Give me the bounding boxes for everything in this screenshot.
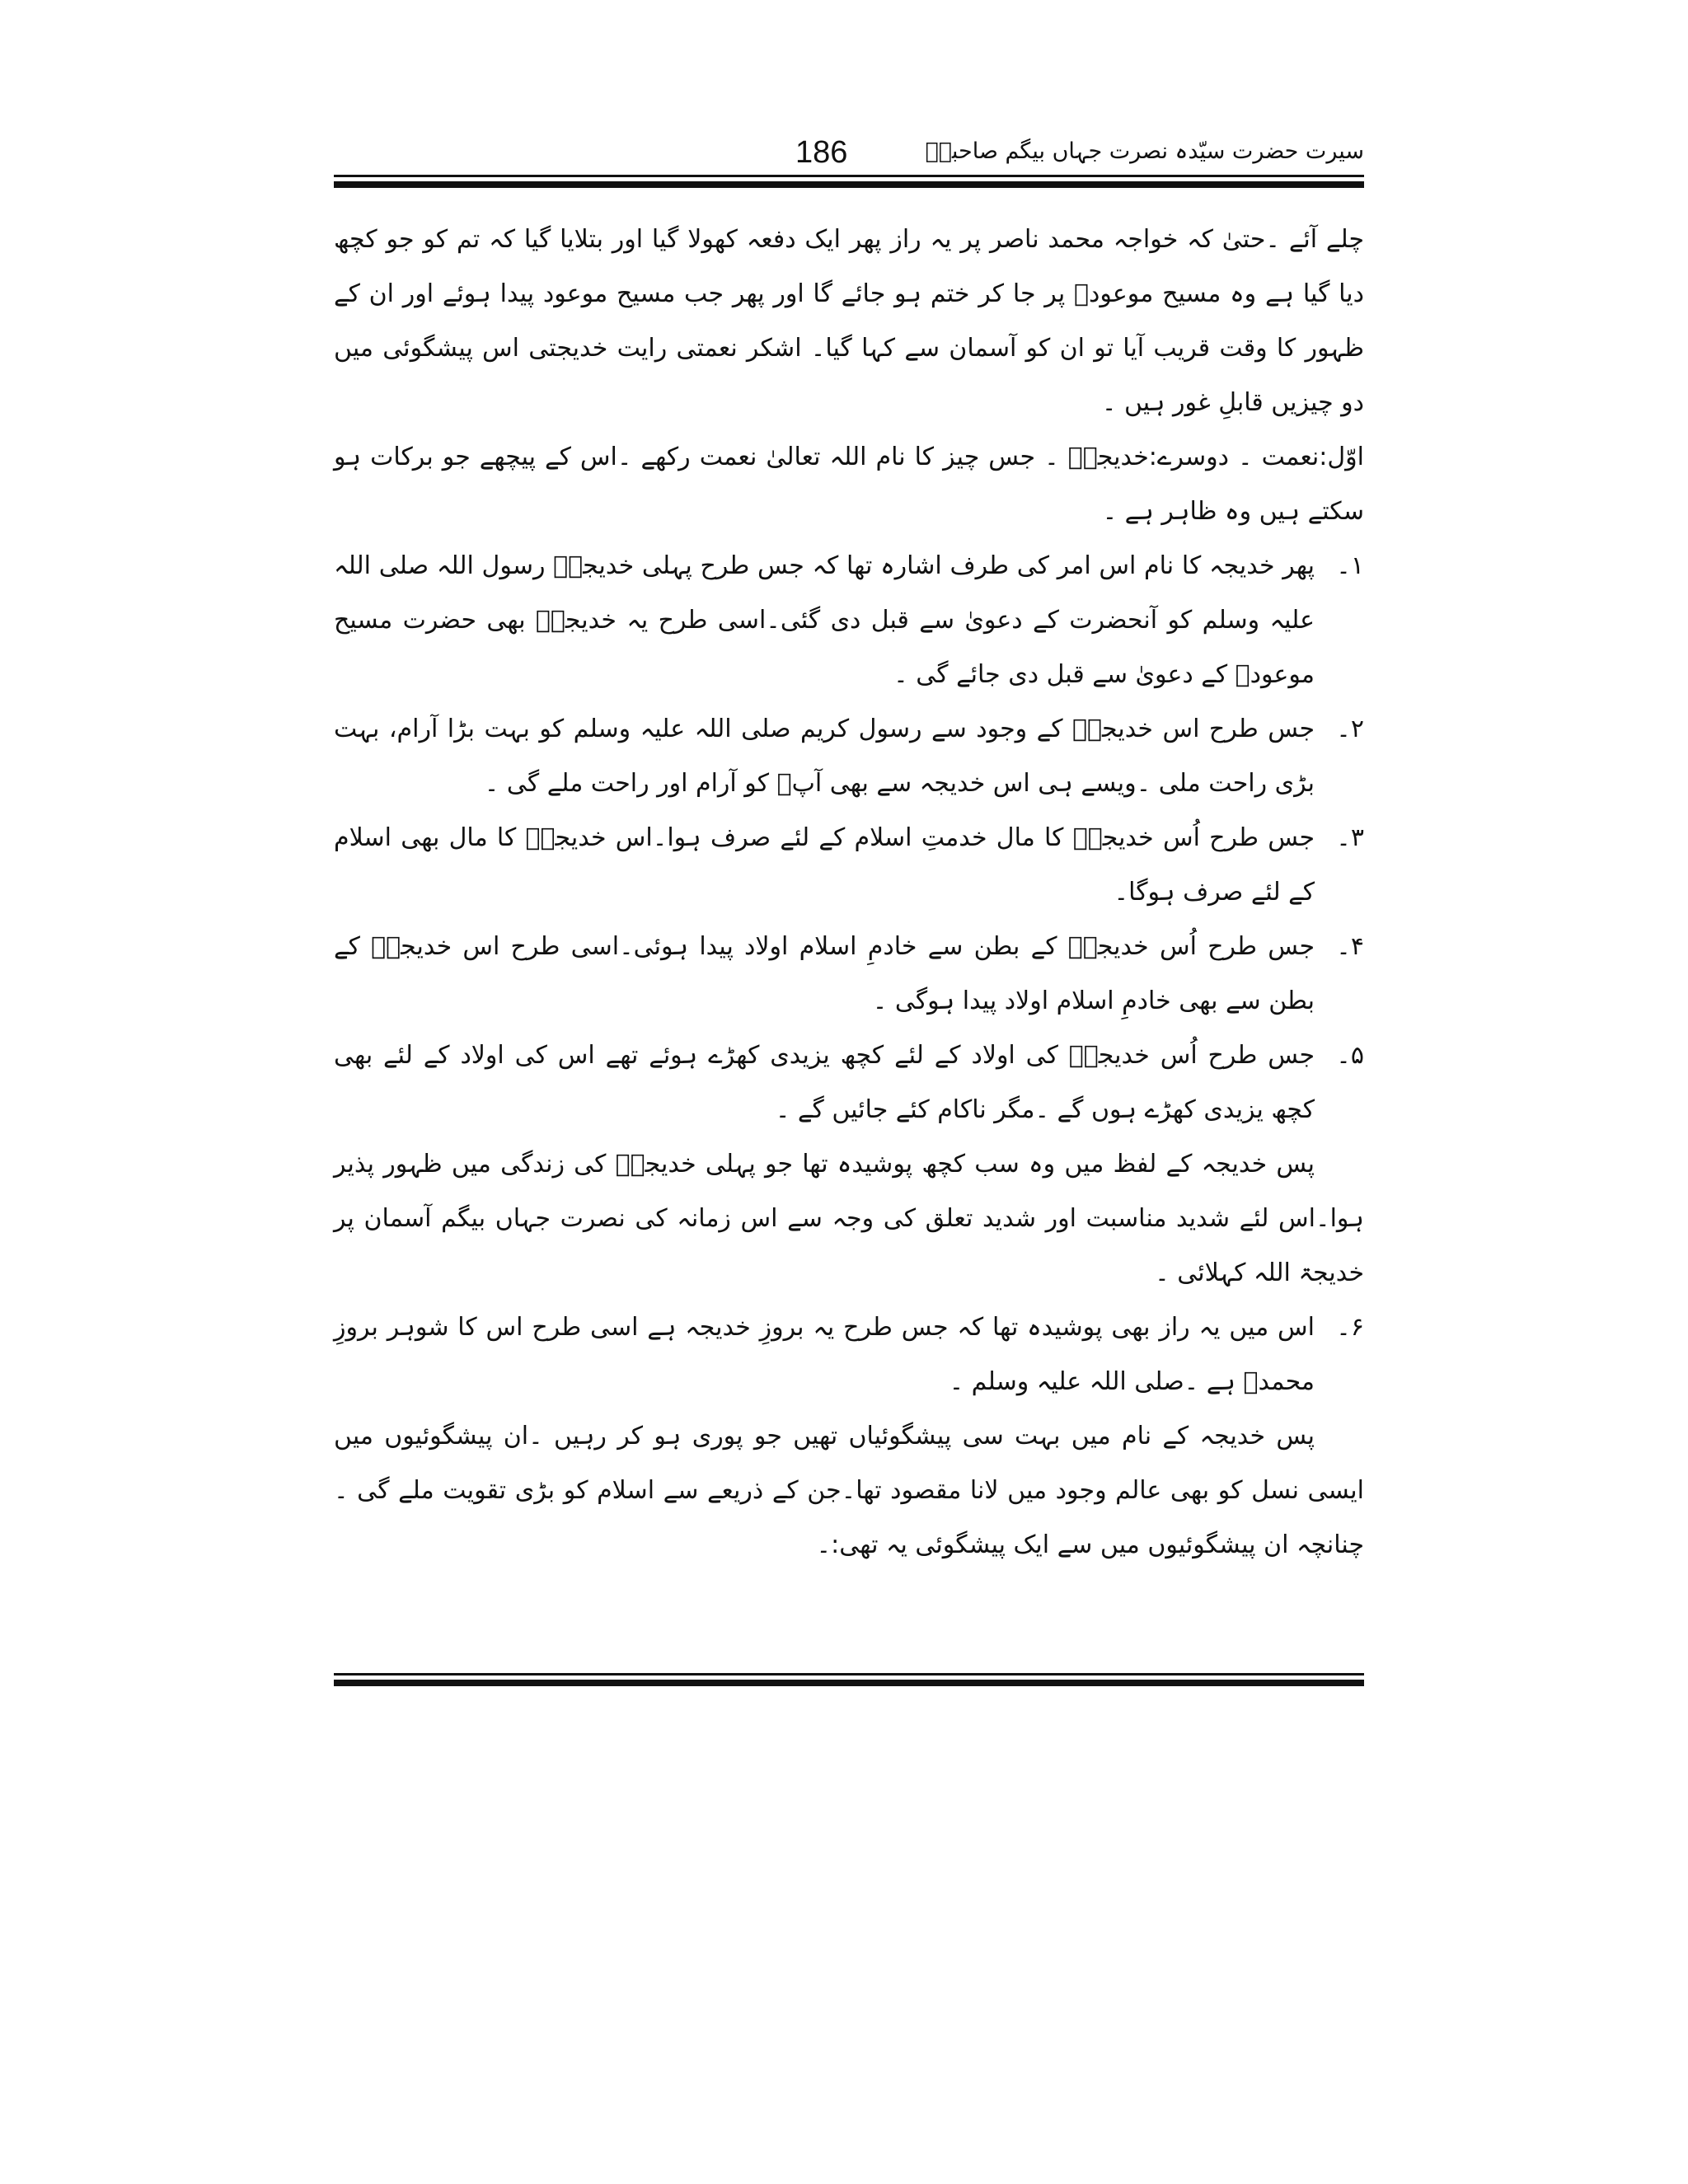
list-item-text: پھر خدیجہ کا نام اس امر کی طرف اشارہ تھا کہ جس طرح پہلی خدیجہؓ رسول اللہ صلی اللہ علیہ وسلم کو آنحضرت کے دعویٰ سے قبل دی گئی۔اسی طرح یہ خدیجہؓ بھی حضرت مسیح موعودؑ کے دعویٰ سے قبل دی جائے گی ۔ (334, 551, 1315, 689)
list-item (334, 920, 1364, 1029)
middle-paragraph: پس خدیجہ کے لفظ میں وہ سب کچھ پوشیدہ تھا جو پہلی خدیجہؓ کی زندگی میں ظہور پذیر ہوا۔اس لئے شدید مناسبت اور شدید تعلق کی وجہ سے اس زمانہ کی نصرت جہاں بیگم آسمان پر خدیجۃ اللہ کہلائی ۔ (334, 1150, 1364, 1287)
list-item (334, 811, 1364, 920)
header-rule-thin (334, 175, 1364, 177)
list-item-number: ۳۔ (1336, 823, 1364, 852)
intro-paragraph-2: اوّل:نعمت ۔ دوسرے:خدیجہؓ ۔ جس چیز کا نام اللہ تعالیٰ نعمت رکھے ۔اس کے پیچھے جو برکات ہو سکتے ہیں وہ ظاہر ہے ۔ (334, 443, 1364, 526)
list-item-number: ۱۔ (1336, 551, 1364, 580)
list-item (334, 1301, 1364, 1409)
body-text (334, 213, 1364, 1572)
list-item-number: ۴۔ (1336, 932, 1364, 961)
intro-paragraph: چلے آئے ۔حتیٰ کہ خواجہ محمد ناصر پر یہ راز پھر ایک دفعہ کھولا گیا اور بتلایا گیا کہ تم کو جو کچھ دیا گیا ہے وہ مسیح موعودؑ پر جا کر ختم ہو جائے گا اور پھر جب مسیح موعود پیدا ہوئے اور ان کے ظہور کا وقت قریب آیا تو ان کو آسمان سے کہا گیا۔ اشکر نعمتی رایت خدیجتی اس پیشگوئی میں دو چیزیں قابلِ غور ہیں ۔ (334, 225, 1364, 417)
list-item-text: اس میں یہ راز بھی پوشیدہ تھا کہ جس طرح یہ بروزِ خدیجہ ہے اسی طرح اس کا شوہر بروزِ محمدؐ ہے ۔صلی اللہ علیہ وسلم ۔ (334, 1313, 1315, 1396)
closing-paragraph: پس خدیجہ کے نام میں بہت سی پیشگوئیاں تھیں جو پوری ہو کر رہیں ۔ان پیشگوئیوں میں ایسی نسل کو بھی عالم وجود میں لانا مقصود تھا۔جن کے ذریعے سے اسلام کو بڑی تقویت ملے گی ۔ چنانچہ ان پیشگوئیوں میں سے ایک پیشگوئی یہ تھی:۔ (334, 1422, 1364, 1559)
list-item-number: ۶۔ (1336, 1313, 1364, 1342)
page-number: 186 (795, 135, 848, 170)
list-item-number: ۲۔ (1336, 715, 1364, 743)
list-item-text: جس طرح اُس خدیجہؓ کے بطن سے خادمِ اسلام اولاد پیدا ہوئی۔اسی طرح اس خدیجہؓ کے بطن سے بھی خادمِ اسلام اولاد پیدا ہوگی ۔ (334, 932, 1315, 1015)
list-item (334, 702, 1364, 811)
header-rule-thick (334, 181, 1364, 188)
footer-rule-thin (334, 1673, 1364, 1675)
footer-rule-thick (334, 1680, 1364, 1686)
list-item (334, 539, 1364, 702)
list-item-text: جس طرح اُس خدیجہؓ کا مال خدمتِ اسلام کے لئے صرف ہوا۔اس خدیجہؓ کا مال بھی اسلام کے لئے صرف ہوگا۔ (334, 823, 1315, 907)
list-item-number: ۵۔ (1336, 1041, 1364, 1070)
list-item-text: جس طرح اس خدیجہؓ کے وجود سے رسول کریم صلی اللہ علیہ وسلم کو بہت بڑا آرام، بہت بڑی راحت ملی ۔ویسے ہی اس خدیجہ سے بھی آپؑ کو آرام اور راحت ملے گی ۔ (334, 715, 1315, 798)
page-header (334, 132, 1364, 181)
list-item-text: جس طرح اُس خدیجہؓ کی اولاد کے لئے کچھ یزیدی کھڑے ہوئے تھے اس کی اولاد کے لئے بھی کچھ یزیدی کھڑے ہوں گے ۔مگر ناکام کئے جائیں گے ۔ (334, 1041, 1315, 1124)
running-title: سیرت حضرت سیّدہ نصرت جہاں بیگم صاحبہؓ (925, 138, 1364, 164)
list-item (334, 1029, 1364, 1137)
